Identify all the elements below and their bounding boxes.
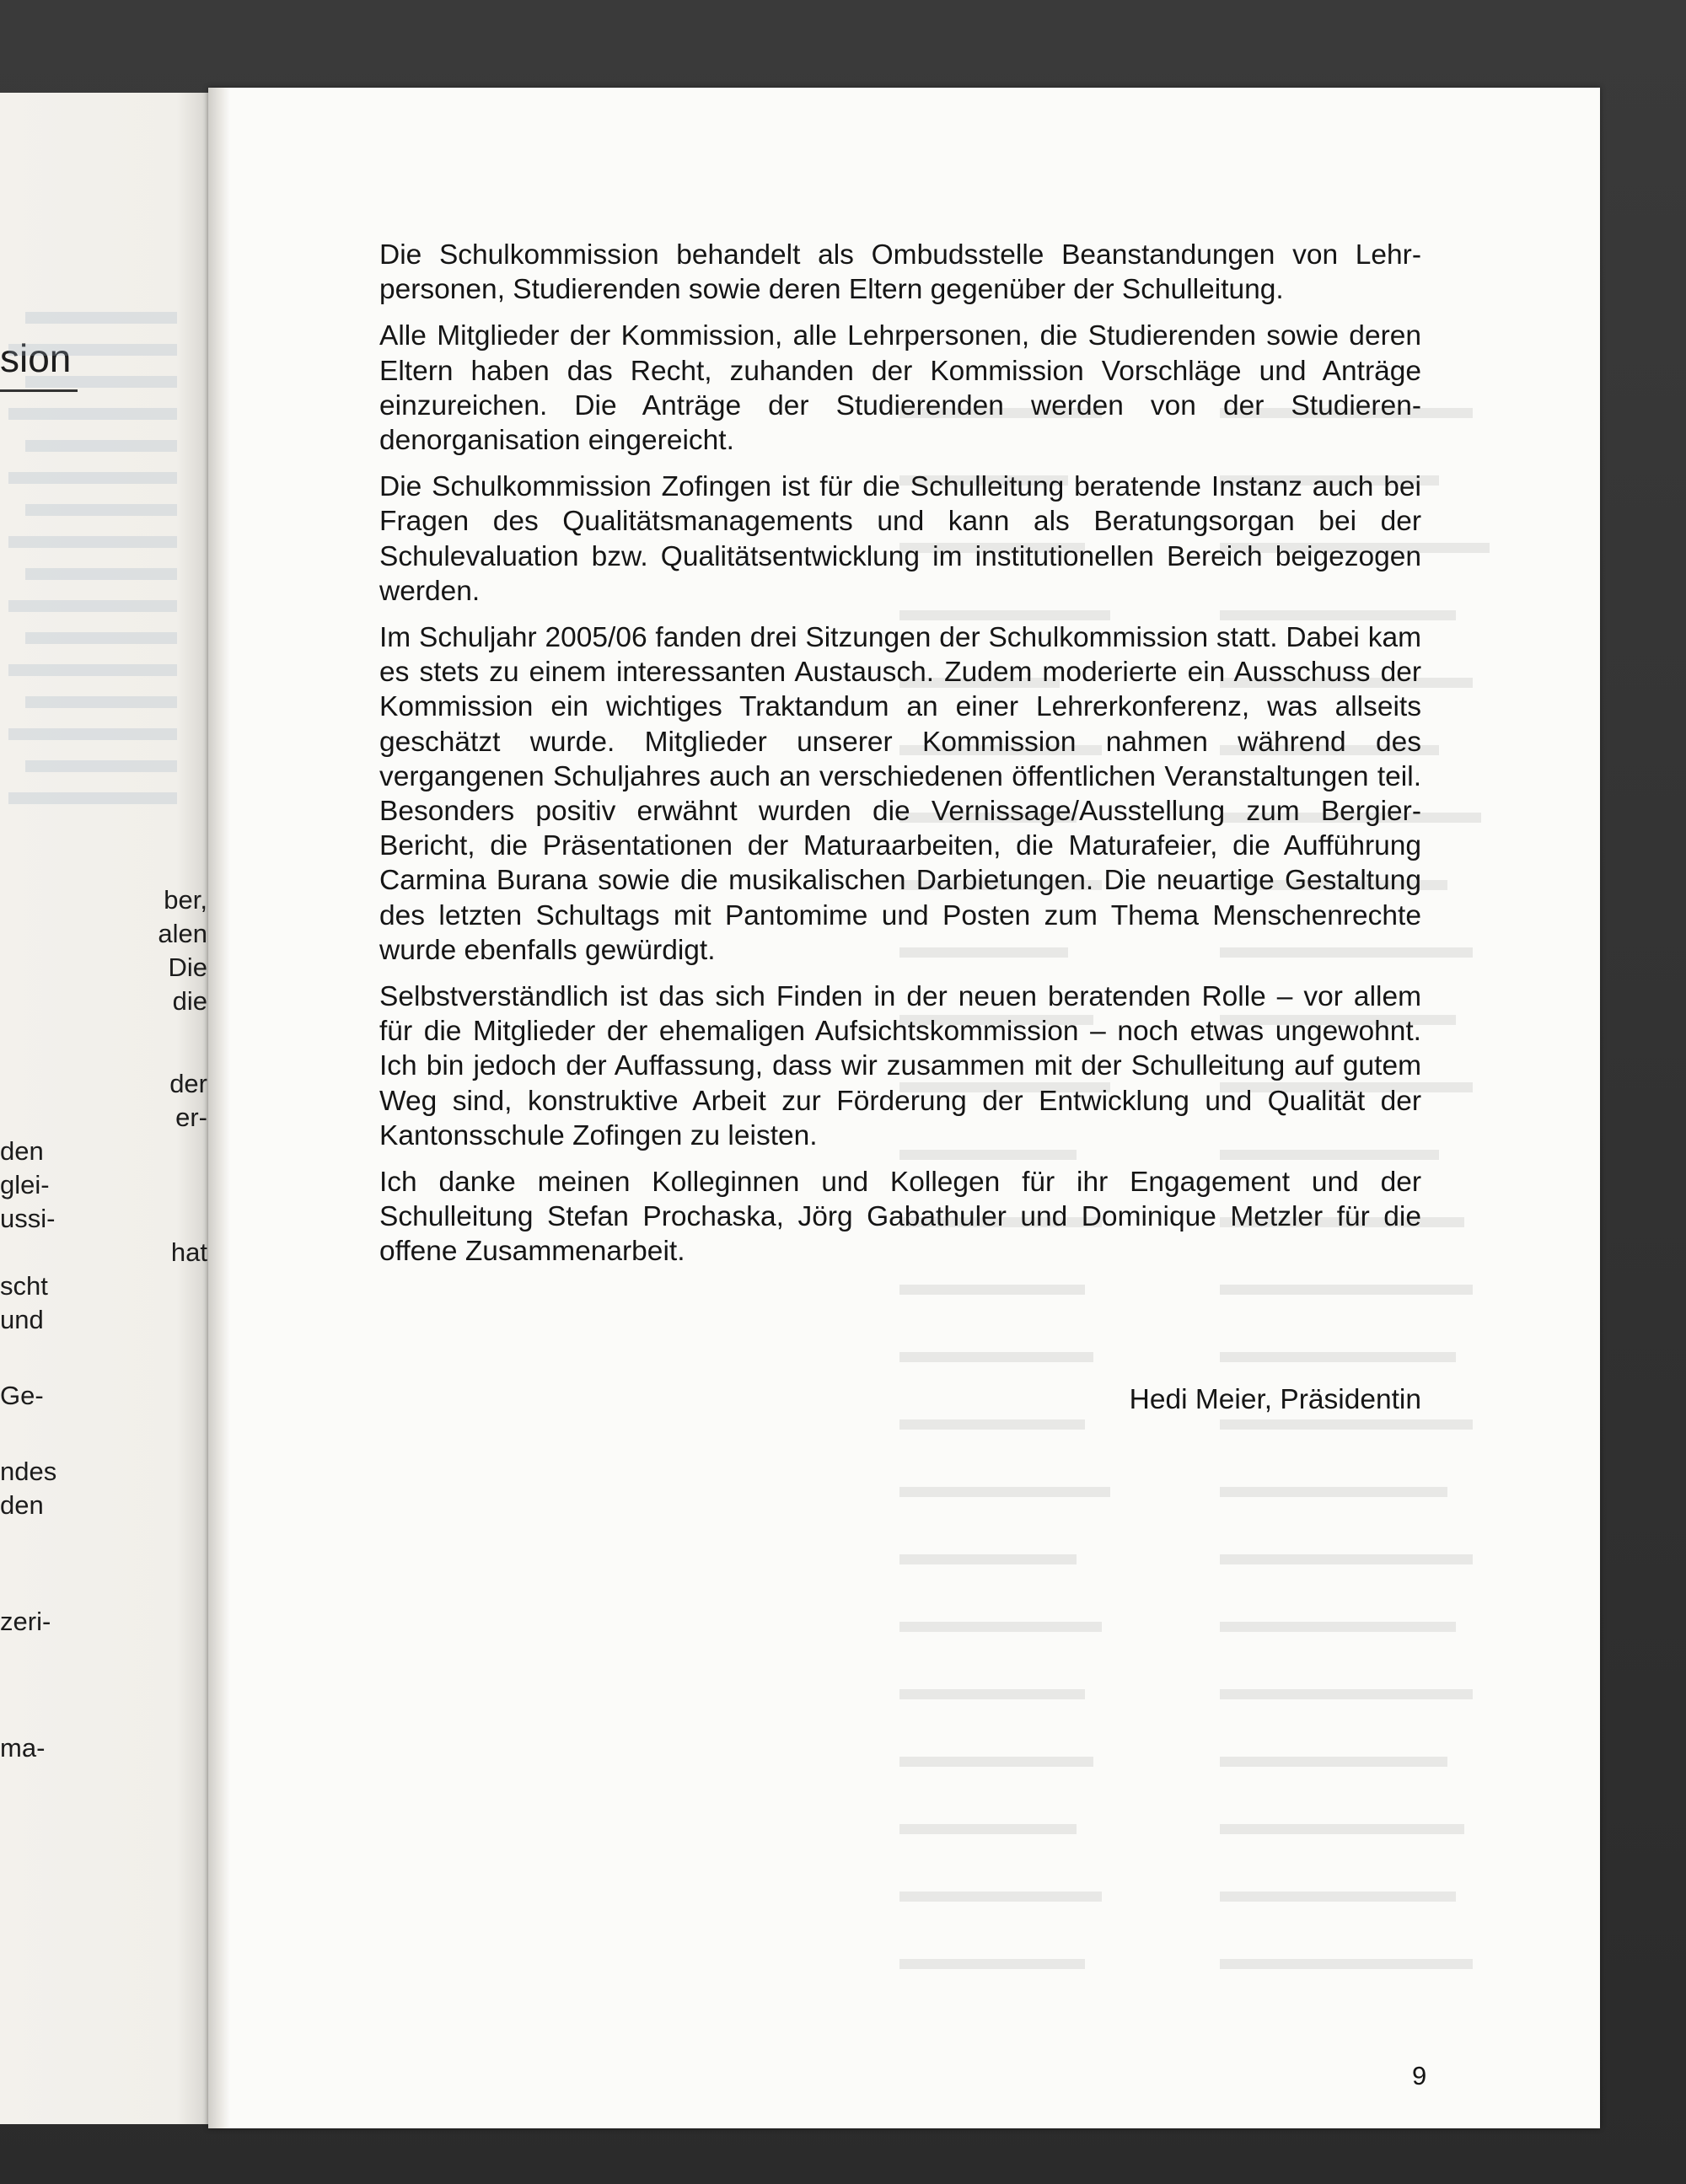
left-page-heading: sion [0,336,72,380]
page-gutter-shadow [208,88,230,2128]
left-page-fragment: der [169,1069,207,1098]
left-page-fragment: hat [170,1237,207,1267]
left-page-fragment: alen [158,919,207,948]
left-page-fragment: er- [175,1103,207,1132]
left-page-ghost-text [0,303,202,893]
paragraph: Im Schuljahr 2005/06 fanden drei Sitzungen der Schulkommission statt. Dabei kam es stets zu einem interessanten Austausch. Zudem moderierte ein Ausschuss der Kommission ein wichtiges Traktandum an einer Lehrerkonferenz, was allseits geschätzt wurde. Mitglieder unserer Kommission nahmen während des vergangenen Schuljahres auch an verschiedenen öffentlichen Veranstaltungen teil. Besonders positiv erwähnt wurden die Vernissage/Ausstellung zum Bergier-Bericht, die Präsentationen der Maturaarbeiten, die Maturafeier, die Aufführung Carmina Burana sowie die musikalischen Darbietungen. Die neuartige Gestaltung des letzten Schultags mit Pantomime und Posten zum Thema Menschenrechte wurde ebenfalls gewürdigt. [379,622,1421,966]
body-text [379,238,1421,1281]
page-number: 9 [1412,2061,1427,2090]
left-page-fragment: die [172,986,207,1016]
left-page-fragment: ussi- [0,1204,56,1233]
left-page-fragment: und [0,1305,44,1334]
paragraph: Selbstverständlich ist das sich Finden in der neuen beratenden Rolle – vor allem für die Mitglieder der ehemaligen Aufsichtskommission – noch etwas ungewohnt. Ich bin jedoch der Auffassung, dass wir zusammen mit der Schulleitung auf gutem Weg sind, konstruktive Arbeit zur Förderung der Entwicklung und Qualität der Kantonsschule Zofingen zu leisten. [379,981,1421,1151]
paragraph: Die Schulkommission Zofingen ist für die Schulleitung beratende Instanz auch bei Fragen des Qualitätsmanagements und kann als Beratungsorgan bei der Schulevaluation bzw. Qualitätsentwicklung im institutionellen Bereich beigezogen werden. [379,471,1421,607]
paragraph: Die Schulkommission behandelt als Ombudsstelle Beanstandungen von Lehrpersonen, Studierenden sowie deren Eltern gegenüber der Schulleitung. [379,239,1421,306]
left-page-fragment: ma- [0,1733,46,1763]
right-page [208,88,1600,2128]
left-page [0,93,221,2124]
left-page-fragment: zeri- [0,1607,51,1636]
left-page-fragment: ber, [164,885,207,915]
left-page-fragment: ndes [0,1457,57,1486]
left-page-fragment: scht [0,1271,48,1301]
left-page-fragment: glei- [0,1170,50,1199]
paragraph: Alle Mitglieder der Kommission, alle Lehrpersonen, die Studierenden sowie deren Eltern haben das Recht, zuhanden der Kommission Vorschläge und Anträge einzureichen. Die Anträge der Studierenden werden von der Studierendenorganisation eingereicht. [379,320,1421,457]
paragraph: Ich danke meinen Kolleginnen und Kollegen für ihr Engagement und der Schulleitung Stefan Prochaska, Jörg Gabathuler und Dominique Metzler für die offene Zusammenarbeit. [379,1167,1421,1268]
left-page-fragment: Ge- [0,1381,44,1410]
left-page-fragment: Die [168,952,207,982]
left-page-fragment: den [0,1136,44,1166]
left-page-fragment: den [0,1490,44,1520]
signature: Hedi Meier, Präsidentin [1129,1384,1421,1415]
